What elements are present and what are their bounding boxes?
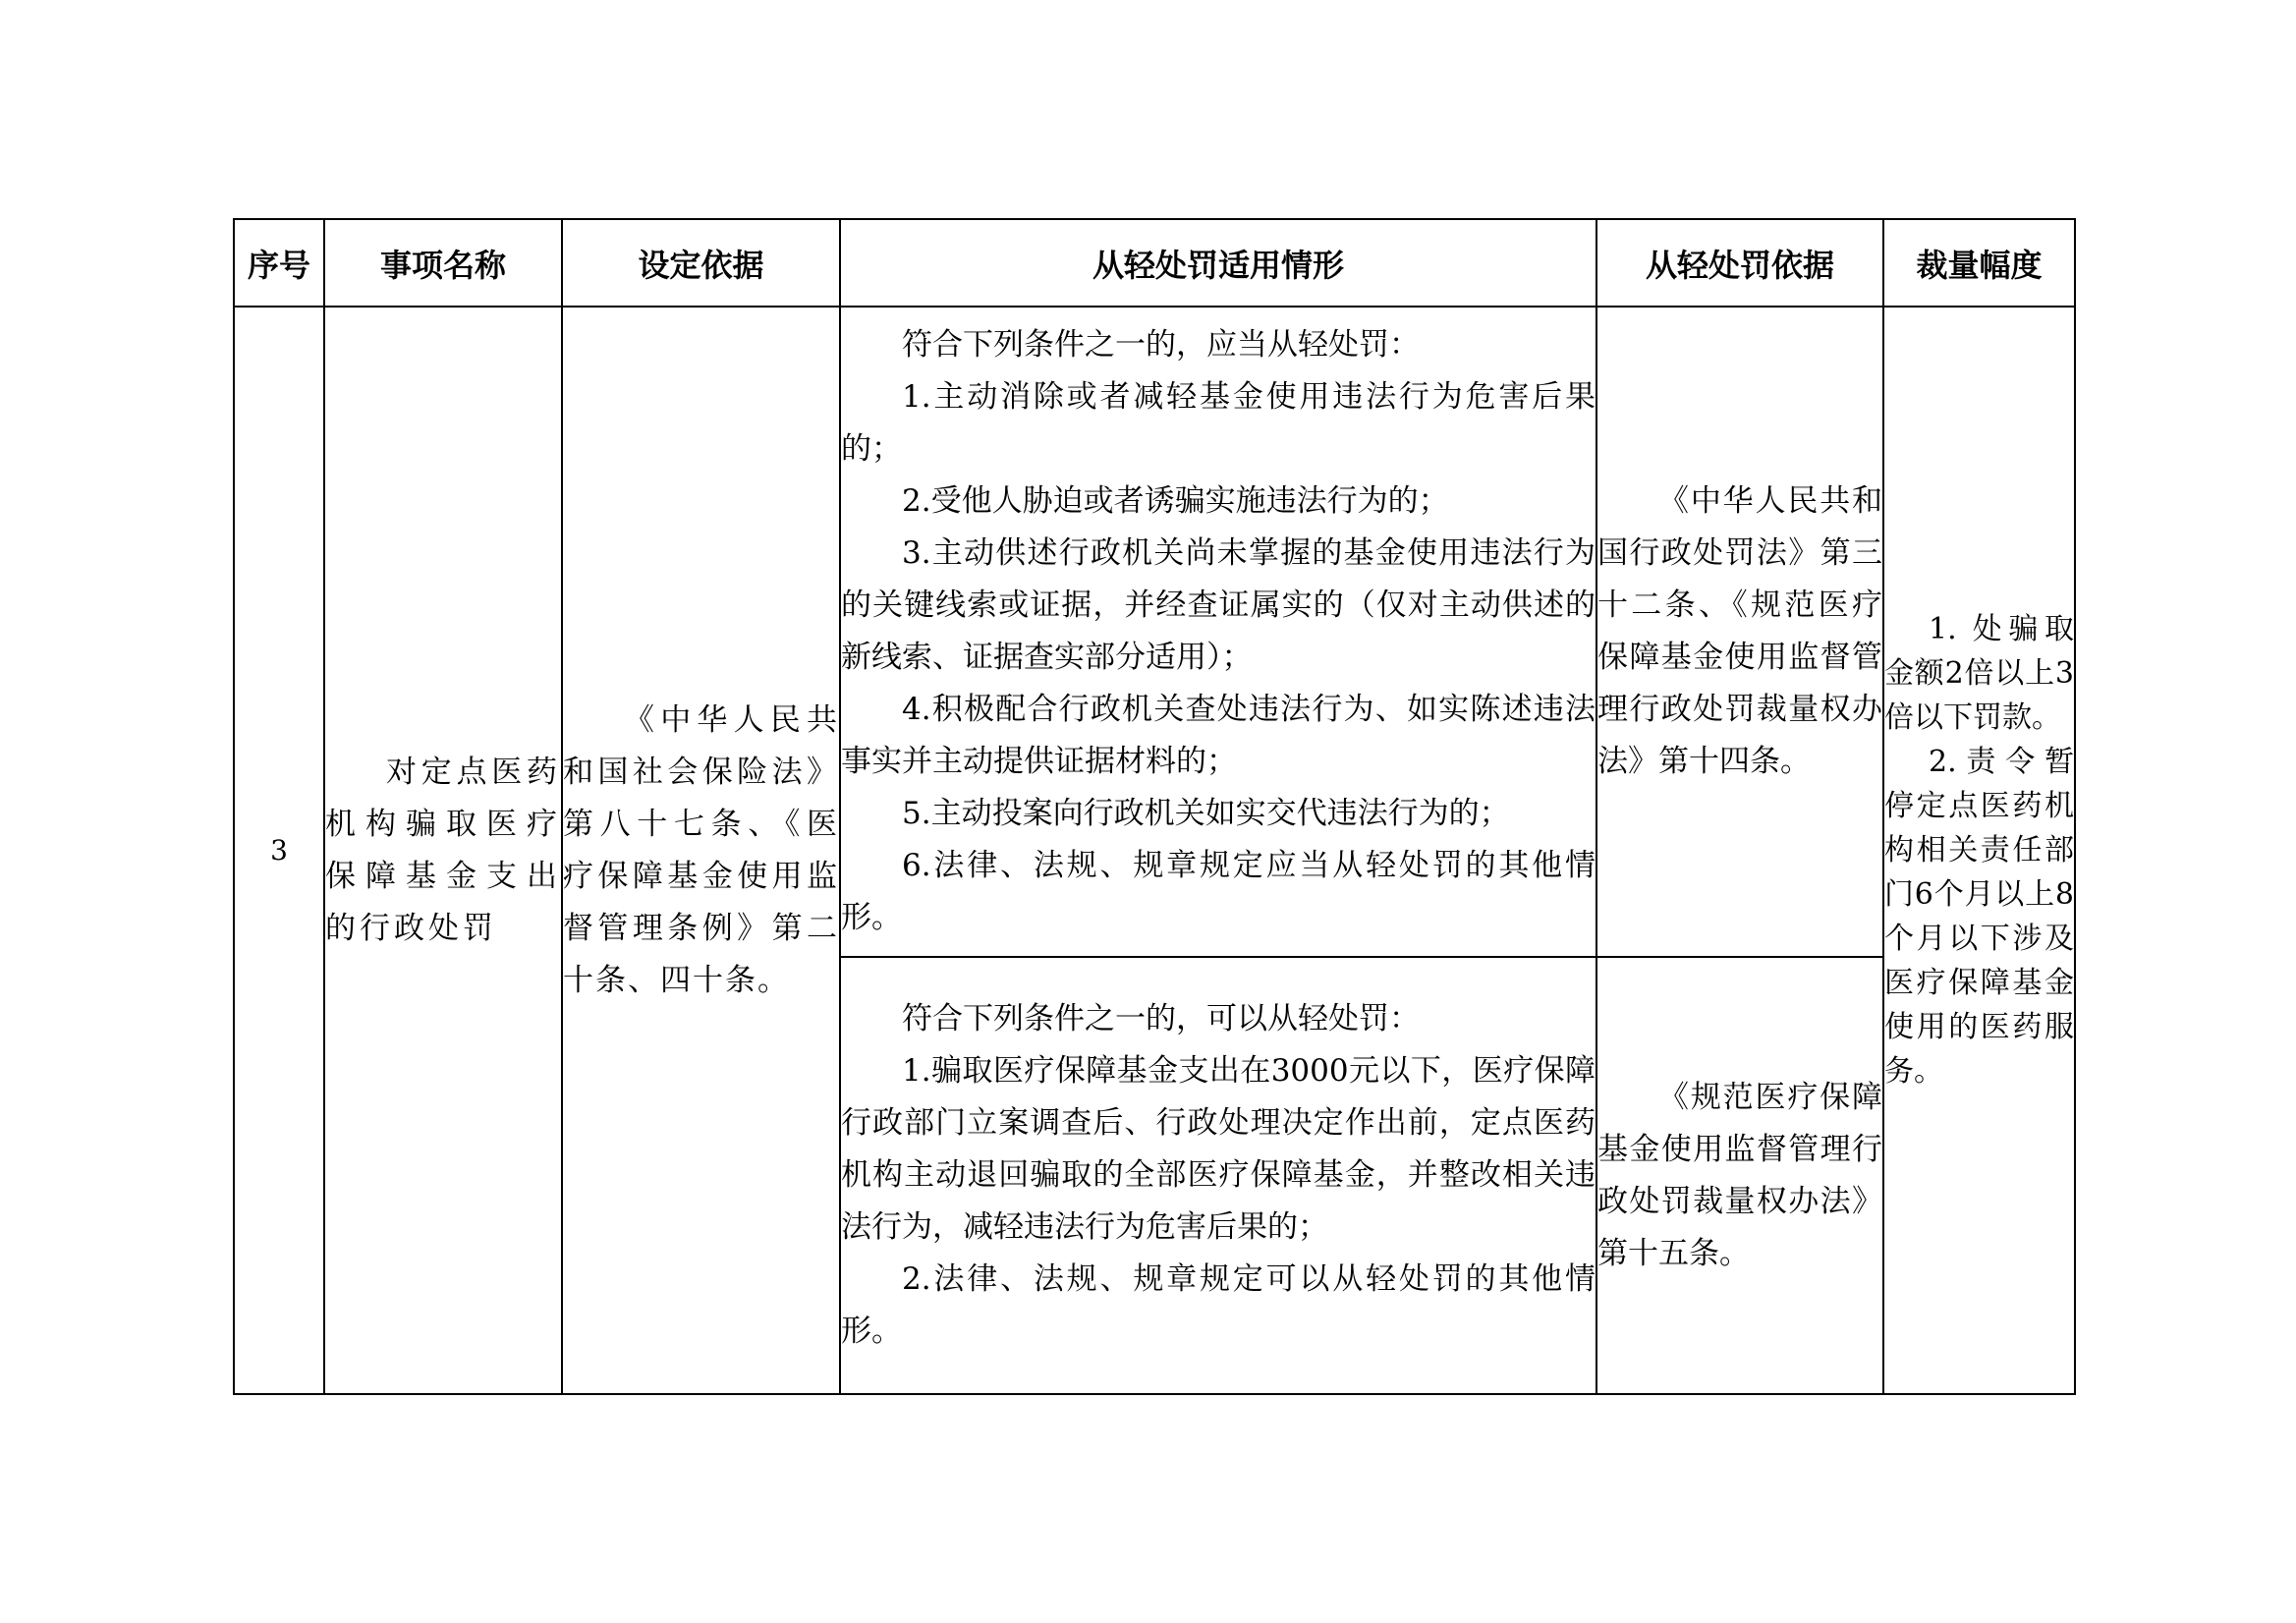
situation-item: 5.主动投案向行政机关如实交代违法行为的； (902, 796, 1510, 831)
item-name-text: 对定点医药机构骗取医疗保障基金支出的行政处罚 (325, 754, 561, 946)
basis-text: 《中华人民共和国社会保险法》第八十七条、《医疗保障基金使用监督管理条例》第二十条、四十条。 (563, 701, 839, 998)
penalty-discretion-table (233, 218, 2076, 1395)
situation-item: 1.骗取医疗保障基金支出在3000元以下，医疗保障行政部门立案调查后、行政处理决定作出前，定点医药机构主动退回骗取的全部医疗保障基金，并整改相关违法行为，减轻违法行为危害后果的； (841, 1053, 1596, 1245)
item-name-cell (324, 307, 562, 1394)
situation-intro: 符合下列条件之一的，可以从轻处罚： (902, 1001, 1420, 1036)
lighter-basis-may-cell (1596, 957, 1883, 1394)
table-header-row (234, 219, 2075, 307)
discretion-scope-cell (1883, 307, 2075, 1394)
situation-item: 1.主动消除或者减轻基金使用违法行为危害后果的； (841, 379, 1596, 467)
header-basis: 设定依据 (562, 219, 840, 307)
lighter-basis-may-text: 《规范医疗保障基金使用监督管理行政处罚裁量权办法》第十五条。 (1597, 1079, 1882, 1271)
basis-cell (562, 307, 840, 1394)
situation-intro: 符合下列条件之一的，应当从轻处罚： (902, 327, 1420, 363)
situations-must-cell (840, 307, 1596, 957)
situations-may-cell (840, 957, 1596, 1394)
situation-item: 6.法律、法规、规章规定应当从轻处罚的其他情形。 (841, 848, 1596, 935)
table-row (234, 307, 2075, 957)
header-lighter-basis: 从轻处罚依据 (1596, 219, 1883, 307)
header-seq: 序号 (234, 219, 324, 307)
situation-item: 2.受他人胁迫或者诱骗实施违法行为的； (902, 483, 1449, 519)
header-discretion-scope: 裁量幅度 (1883, 219, 2075, 307)
header-item-name: 事项名称 (324, 219, 562, 307)
seq-cell: 3 (234, 307, 324, 1394)
header-lighter-situations: 从轻处罚适用情形 (840, 219, 1596, 307)
situation-item: 3.主动供述行政机关尚未掌握的基金使用违法行为的关键线索或证据，并经查证属实的（仅对主动供述的新线索、证据查实部分适用）； (841, 535, 1596, 675)
lighter-basis-must-cell (1596, 307, 1883, 957)
situation-item: 4.积极配合行政机关查处违法行为、如实陈述违法事实并主动提供证据材料的； (841, 692, 1596, 779)
situation-item: 2.法律、法规、规章规定可以从轻处罚的其他情形。 (841, 1261, 1596, 1349)
scope-item: 1. 处骗取金额2倍以上3倍以下罚款。 (1884, 612, 2074, 735)
scope-item: 2.责令暂停定点医药机构相关责任部门6个月以上8个月以下涉及医疗保障基金使用的医药服务。 (1884, 745, 2074, 1089)
lighter-basis-must-text: 《中华人民共和国行政处罚法》第三十二条、《规范医疗保障基金使用监督管理行政处罚裁量权办法》第十四条。 (1597, 483, 1882, 779)
